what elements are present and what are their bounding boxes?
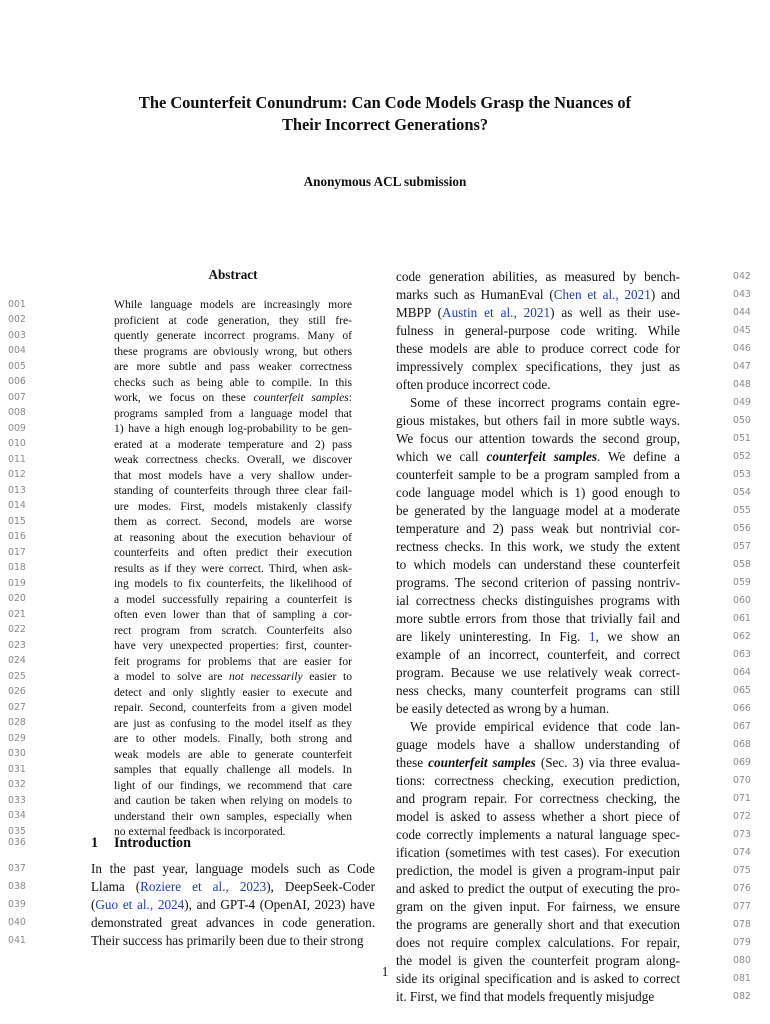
text-line: no external feedback is incorporated.	[114, 825, 286, 838]
line-number: 027	[8, 701, 26, 713]
citation-link[interactable]: Austin et al., 2021	[442, 305, 551, 320]
text-line: ure modes. First, models mistakenly classify	[114, 499, 352, 513]
line-number: 046	[733, 343, 751, 354]
line-number: 072	[733, 811, 751, 822]
text-line: impressively complex specifications, they just as	[396, 359, 680, 374]
line-number: 074	[733, 847, 751, 858]
text-line: be generated by the language model at a moderate	[396, 503, 680, 518]
text-line: often produce incorrect code.	[396, 377, 551, 392]
line-number: 028	[8, 717, 26, 729]
line-number: 050	[733, 415, 751, 426]
line-number: 077	[733, 901, 751, 912]
citation-link[interactable]: Guo et al., 2024	[95, 897, 185, 912]
author-line: Anonymous ACL submission	[303, 174, 467, 189]
text-line: are more subtle and pass weaker correctness	[114, 360, 352, 373]
line-number: 068	[733, 739, 751, 750]
line-number: 058	[733, 559, 751, 570]
line-number: 063	[733, 649, 751, 660]
line-number: 032	[8, 779, 26, 791]
line-number: 043	[733, 289, 751, 300]
text-line: Llama (Roziere et al., 2023), DeepSeek-Coder	[91, 879, 375, 894]
line-number: 003	[8, 329, 26, 341]
line-number: 020	[8, 593, 26, 605]
text-line: be easily detected as wrong by a human.	[396, 701, 610, 716]
text-line: the model is given the counterfeit program along-	[396, 953, 680, 968]
line-number: 009	[8, 422, 26, 434]
text-line: results as if they were correct. Third, when ask-	[114, 561, 352, 575]
section-number: 1	[91, 835, 99, 851]
text-line: feit programs for problems that are easier for	[114, 654, 352, 668]
text-line: We provide empirical evidence that code lan-	[410, 719, 680, 734]
line-number: 014	[8, 500, 26, 512]
citation-link[interactable]: 1	[588, 629, 596, 644]
line-number: 044	[733, 307, 751, 318]
line-number: 036	[8, 837, 26, 848]
text-line: ification (sometimes with test cases). For execution	[396, 845, 680, 860]
line-number: 042	[733, 271, 751, 282]
text-line: often even lower than that of sampling a cor-	[114, 608, 352, 621]
text-line: tions: correctness checking, execution prediction,	[396, 773, 680, 788]
line-number: 008	[8, 407, 26, 419]
text-line: rectness checks. In this work, we study the extent	[396, 539, 680, 554]
line-number: 048	[733, 379, 751, 390]
text-line: and caution be taken when relying on models to	[114, 794, 352, 807]
text-line: Some of these incorrect programs contain egre-	[410, 395, 680, 410]
line-number: 015	[8, 515, 26, 527]
text-line: which we call counterfeit samples. We define a	[396, 449, 680, 464]
text-line: temperature and 2) pass weak but nontrivial cor-	[396, 521, 680, 536]
line-number: 011	[8, 453, 26, 465]
abstract-heading: Abstract	[208, 267, 258, 282]
emphasis: counterfeit samples	[253, 391, 349, 404]
emphasis: counterfeit samples	[486, 449, 598, 464]
text-line: ial correctness checks distinguishes programs with	[396, 593, 680, 608]
line-number: 057	[733, 541, 751, 552]
line-number: 041	[8, 935, 26, 946]
line-number: 012	[8, 469, 26, 481]
text-line: have very unexpected properties: first, counter-	[114, 639, 352, 652]
line-number: 029	[8, 732, 26, 744]
text-line: While language models are increasingly more	[114, 298, 352, 311]
line-number: 002	[8, 314, 26, 326]
line-number: 007	[8, 391, 26, 403]
line-number: 016	[8, 531, 26, 543]
citation-link[interactable]: Roziere et al., 2023	[140, 879, 267, 894]
line-number: 010	[8, 438, 26, 450]
text-line: a model successfully repairing a counterfeit is	[114, 592, 352, 606]
line-number: 067	[733, 721, 751, 732]
line-number: 001	[8, 298, 26, 310]
line-number: 069	[733, 757, 751, 768]
text-line: programs. The second criterion of passing nontriv-	[396, 575, 680, 590]
text-line: quently generate incorrect programs. Many of	[114, 329, 352, 342]
section-heading-introduction	[91, 833, 191, 853]
text-line: Their success has primarily been due to their strong	[91, 933, 364, 948]
line-number: 006	[8, 376, 26, 388]
text-line: 1) have a high enough log-probability to be gen-	[114, 422, 352, 435]
line-number: 049	[733, 397, 751, 408]
page-number: 1	[381, 964, 389, 979]
line-number: 025	[8, 670, 26, 682]
text-line: prediction, the model is given a program-input pair	[396, 863, 680, 878]
line-number: 033	[8, 794, 26, 806]
introduction-body	[91, 860, 375, 950]
text-line: the programs are generally short and that execution	[396, 917, 680, 932]
text-line: are to other models. Finally, both strong and	[114, 732, 352, 745]
line-number: 076	[733, 883, 751, 894]
text-line: guage models have a shallow understanding of	[396, 737, 680, 752]
text-line: work, we focus on these counterfeit samples:	[114, 391, 353, 404]
text-line: code generation abilities, as measured by bench-	[396, 269, 680, 284]
text-line: model is asked to assess whether a short piece of	[396, 809, 680, 824]
text-line: erated at a moderate temperature and 2) pass	[114, 437, 352, 451]
line-number: 080	[733, 955, 751, 966]
text-line: counterfeits and often predict their execution	[114, 546, 352, 559]
text-line: them as correct. Second, models are worse	[114, 515, 352, 528]
text-line: that most models have a very shallow under-	[114, 468, 352, 482]
line-number: 035	[8, 825, 26, 837]
line-number: 040	[8, 917, 26, 928]
line-number: 065	[733, 685, 751, 696]
text-line: does not require complex calculations. For repair,	[396, 935, 680, 950]
line-number: 060	[733, 595, 751, 606]
line-number: 059	[733, 577, 751, 588]
line-number: 005	[8, 360, 26, 372]
line-number: 056	[733, 523, 751, 534]
emphasis: not necessarily	[229, 670, 303, 683]
text-line: a model to solve are not necessarily easier to	[114, 670, 352, 683]
text-line: We focus our attention towards the second group,	[396, 431, 680, 446]
text-line: code language model which is 1) good enough to	[396, 485, 680, 500]
text-line: weak models are able to generate counterfeit	[114, 747, 352, 761]
text-line: side its original specification and is asked to correct	[396, 971, 680, 986]
text-line: and program repair. For correctness checking, the	[396, 791, 680, 806]
line-number: 013	[8, 484, 26, 496]
text-line: demonstrated great advances in code generation.	[91, 915, 375, 930]
line-number: 064	[733, 667, 751, 678]
line-number: 047	[733, 361, 751, 372]
text-line: MBPP (Austin et al., 2021) as well as their use-	[396, 305, 680, 320]
text-line: programs sampled from a language model that	[114, 406, 352, 420]
right-column-body	[396, 268, 680, 1006]
line-number: 061	[733, 613, 751, 624]
line-number: 079	[733, 937, 751, 948]
line-number: 038	[8, 881, 26, 892]
text-line: these programs are obviously wrong, but others	[114, 344, 352, 358]
title-line: The Counterfeit Conundrum: Can Code Models Grasp the Nuances of	[138, 93, 632, 112]
line-number: 073	[733, 829, 751, 840]
line-number: 052	[733, 451, 751, 462]
line-number: 021	[8, 608, 26, 620]
line-number: 039	[8, 899, 26, 910]
text-line: more subtle errors from those that trivially fail and	[396, 611, 680, 626]
text-line: understand their own samples, especially when	[114, 809, 352, 823]
title-line: Their Incorrect Generations?	[281, 115, 489, 134]
line-number: 037	[8, 863, 26, 874]
line-number: 017	[8, 546, 26, 558]
text-line: checks such as being able to compile. In this	[114, 375, 352, 389]
text-line: gious mistakes, but others fail in more subtle ways.	[396, 413, 680, 428]
line-number: 082	[733, 991, 751, 1002]
line-number: 024	[8, 655, 26, 667]
text-line: ing models to fix counterfeits, the likelihood of	[114, 577, 352, 590]
text-line: to which models can understand these counterfeit	[396, 557, 680, 572]
text-line: samples that equally challenge all models. In	[114, 763, 352, 776]
line-number: 004	[8, 345, 26, 357]
text-line: are likely uninteresting. In Fig. 1, we show an	[396, 629, 681, 644]
line-number: 026	[8, 686, 26, 698]
text-line: and asked to predict the output of executing the pro-	[396, 881, 680, 896]
text-line: repair. Second, counterfeits from a given model	[114, 701, 352, 714]
line-number: 062	[733, 631, 751, 642]
text-line: these models are able to produce correct code for	[396, 341, 680, 356]
text-line: (Guo et al., 2024), and GPT-4 (OpenAI, 2023) have	[91, 897, 375, 912]
line-number: 018	[8, 562, 26, 574]
text-line: standing of counterfeits through three clear fail-	[114, 484, 352, 497]
line-number: 019	[8, 577, 26, 589]
citation-link[interactable]: Chen et al., 2021	[553, 287, 651, 302]
line-number: 022	[8, 624, 26, 636]
line-number: 031	[8, 763, 26, 775]
text-line: it. First, we find that models frequently misjudge	[396, 989, 655, 1004]
section-title: Introduction	[114, 835, 191, 851]
text-line: light of our findings, we recommend that care	[114, 778, 352, 792]
text-line: detect and only slightly easier to execute and	[114, 685, 352, 699]
text-line: are just as confusing to the model itself as they	[114, 716, 352, 730]
text-line: program. Because we use relatively weak correct-	[396, 665, 680, 680]
line-number: 071	[733, 793, 751, 804]
text-line: these counterfeit samples (Sec. 3) via three evalua-	[396, 755, 680, 770]
line-number: 081	[733, 973, 751, 984]
line-number: 023	[8, 639, 26, 651]
text-line: ness checks, many counterfeit programs can still	[396, 683, 680, 698]
emphasis: counterfeit samples	[428, 755, 536, 770]
text-line: fulness in general-purpose code writing. While	[396, 323, 680, 338]
line-number: 030	[8, 748, 26, 760]
abstract-body	[114, 297, 352, 840]
paper-title	[60, 92, 710, 136]
line-number: 054	[733, 487, 751, 498]
line-number: 055	[733, 505, 751, 516]
text-line: at reasoning about the execution behaviour of	[114, 530, 352, 544]
text-line: rect program from scratch. Counterfeits also	[114, 623, 352, 637]
line-number: 070	[733, 775, 751, 786]
line-number: 066	[733, 703, 751, 714]
text-line: code correctly implements a natural language spec-	[396, 827, 680, 842]
line-number: 051	[733, 433, 751, 444]
text-line: weak correctness checks. Overall, we discover	[114, 453, 352, 466]
text-line: counterfeit sample to be a program sampled from a	[396, 467, 680, 482]
text-line: marks such as HumanEval (Chen et al., 2021) and	[396, 287, 681, 302]
text-line: In the past year, language models such as Code	[91, 861, 375, 876]
line-number: 078	[733, 919, 751, 930]
line-number: 075	[733, 865, 751, 876]
line-number: 034	[8, 810, 26, 822]
text-line: proficient at code generation, they still fre-	[114, 313, 352, 327]
line-number: 045	[733, 325, 751, 336]
text-line: example of an incorrect, counterfeit, and correct	[396, 647, 680, 662]
line-number: 053	[733, 469, 751, 480]
text-line: gram on the given input. For fairness, we ensure	[396, 899, 680, 914]
